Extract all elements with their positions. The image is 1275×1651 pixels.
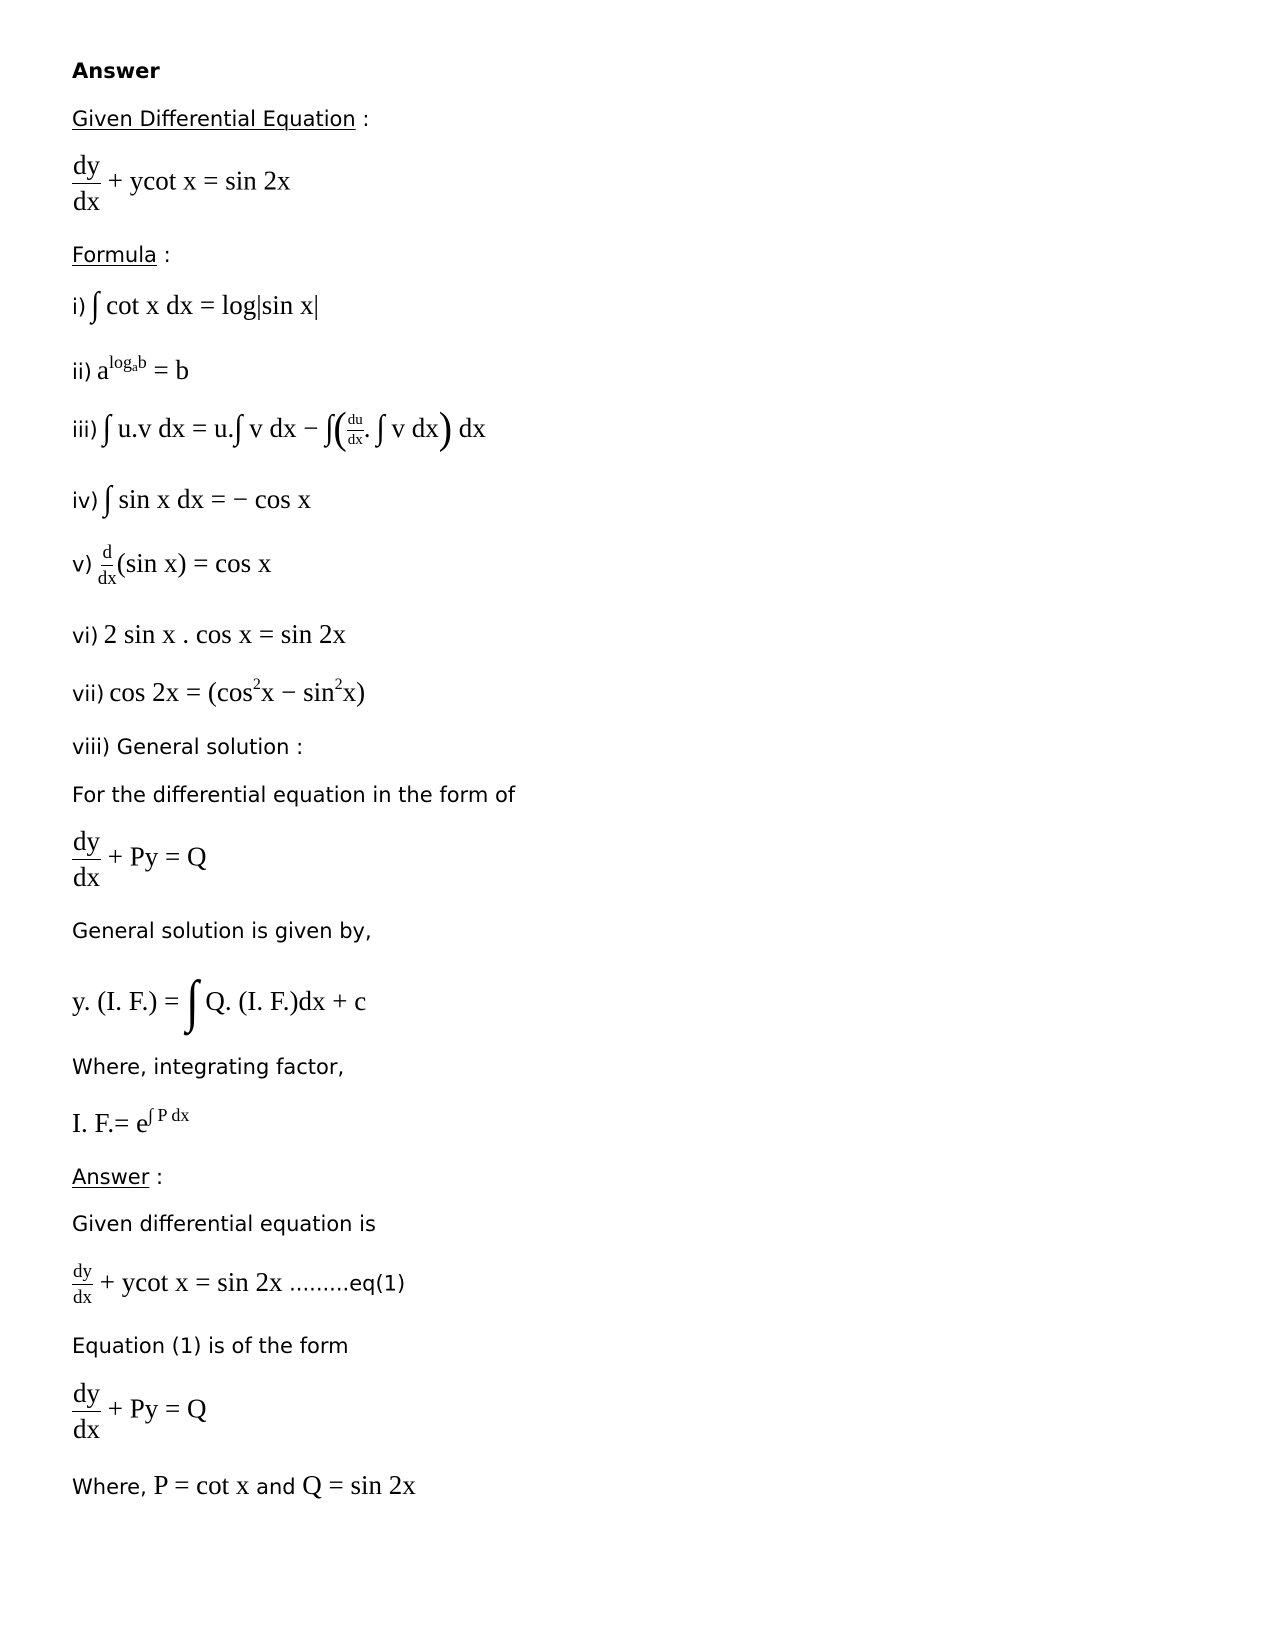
integral-sign: ∫ <box>102 408 112 447</box>
formula-line <box>72 245 171 266</box>
general-solution-intro: General solution is given by, <box>72 919 372 943</box>
right-paren: ) <box>438 402 453 453</box>
if-exponent: ∫ P dx <box>148 1105 190 1125</box>
integral-sign: ∫ <box>91 285 100 324</box>
dy-dx-fraction <box>72 1380 101 1443</box>
formula-vii-p1: cos 2x = (cos <box>109 677 253 707</box>
square-exponent: 2 <box>334 676 343 693</box>
form-of-text: Equation (1) is of the form <box>72 1334 349 1358</box>
if-lhs: I. F.= <box>72 1108 130 1138</box>
formula-label: Formula <box>72 243 157 267</box>
given-de-label: Given Differential Equation <box>72 107 356 131</box>
fraction-numerator: dy <box>72 828 101 860</box>
formula-ii-base: a <box>96 355 109 385</box>
gs-lhs: y. (I. F.) = <box>72 986 180 1016</box>
integral-sign: ∫ <box>186 968 199 1033</box>
answer-label: Answer <box>72 1165 150 1189</box>
equation-rest: + ycot x = sin 2x <box>107 165 291 196</box>
formula-vii-label: vii) <box>72 682 105 706</box>
equation-rest: + ycot x = sin 2x <box>99 1266 283 1297</box>
integrating-factor-equation <box>72 1106 189 1137</box>
formula-iv <box>72 479 311 518</box>
fraction-denominator: dx <box>347 432 363 449</box>
answer-line <box>72 1167 163 1188</box>
fraction-denominator: dx <box>73 1414 100 1444</box>
left-paren: ( <box>333 402 347 453</box>
formula-vii-p2: x − sin <box>260 677 335 707</box>
dy-dx-fraction <box>72 152 101 215</box>
formula-ii-label: ii) <box>72 360 92 384</box>
formula-v-label: v) <box>72 552 93 577</box>
formula-ii <box>72 353 189 384</box>
equation-tag: .........eq(1) <box>282 1271 406 1296</box>
square-exponent: 2 <box>252 676 261 693</box>
q-definition: Q = sin 2x <box>302 1470 416 1500</box>
equation-rest: + Py = Q <box>107 1393 207 1424</box>
dot: . <box>363 413 371 443</box>
fraction-denominator: dx <box>73 1287 92 1308</box>
formula-iii-part3: v dx <box>391 413 439 443</box>
fraction-numerator: dy <box>72 1380 101 1412</box>
where-text: Where, <box>72 1475 154 1499</box>
fraction-numerator: dy <box>72 1262 93 1285</box>
and-text: and <box>249 1475 303 1499</box>
formula-iii-part2: v dx − <box>249 413 319 443</box>
formula-i-expr: cot x dx = log|sin x| <box>106 290 319 320</box>
formula-iv-expr: sin x dx = − cos x <box>118 484 311 514</box>
du-dx-fraction <box>347 413 364 448</box>
where-p-q-line <box>72 1472 416 1499</box>
formula-ii-rest: = b <box>153 355 189 385</box>
exp-log: log <box>108 352 132 372</box>
given-is-text: Given differential equation is <box>72 1212 376 1236</box>
fraction-denominator: dx <box>97 568 117 589</box>
fraction-numerator: du <box>347 413 364 431</box>
fraction-denominator: dx <box>73 862 100 892</box>
formula-v <box>72 543 271 588</box>
formula-vii-p3: x) <box>342 677 366 707</box>
formula-iii-label: iii) <box>72 418 98 442</box>
integrating-factor-intro: Where, integrating factor, <box>72 1055 345 1079</box>
general-solution-equation <box>72 968 367 1033</box>
formula-iii <box>72 402 486 453</box>
formula-i <box>72 285 319 324</box>
integral-sign: ∫ <box>103 479 112 518</box>
standard-equation <box>72 828 206 891</box>
formula-vi-label: vi) <box>72 624 99 648</box>
fraction-numerator: d <box>101 543 113 566</box>
formula-colon: : <box>156 243 171 267</box>
formula-iii-part4: dx <box>458 413 486 443</box>
d-dx-fraction <box>98 543 117 588</box>
dy-dx-fraction <box>72 828 101 891</box>
answer-heading: Answer <box>72 59 160 83</box>
exp-b: b <box>137 352 147 372</box>
if-base: e <box>136 1108 149 1138</box>
answer-colon: : <box>149 1165 164 1189</box>
given-de-colon: : <box>355 107 370 131</box>
formula-iv-label: iv) <box>72 489 99 513</box>
formula-v-expr: (sin x) = cos x <box>116 547 272 578</box>
formula-vi <box>72 621 346 648</box>
formula-iii-part1: u.v dx = u. <box>117 413 235 443</box>
given-de-line <box>72 109 369 130</box>
integral-sign: ∫ <box>325 408 334 447</box>
equation-1 <box>72 1262 405 1307</box>
formula-vii <box>72 677 365 706</box>
integral-sign: ∫ <box>234 408 243 447</box>
gs-rhs: Q. (I. F.)dx + c <box>205 986 367 1016</box>
dy-dx-fraction <box>72 1262 93 1307</box>
exp-sub: a <box>131 359 138 374</box>
integral-sign: ∫ <box>376 408 385 447</box>
fraction-denominator: dx <box>73 186 100 216</box>
standard-equation-2 <box>72 1380 206 1443</box>
equation-rest: + Py = Q <box>107 841 207 872</box>
formula-viii: viii) General solution : <box>72 735 304 759</box>
formula-ii-exponent <box>109 352 147 372</box>
form-intro-text: For the differential equation in the form of <box>72 783 516 807</box>
formula-vi-expr: 2 sin x . cos x = sin 2x <box>103 619 347 649</box>
formula-i-label: i) <box>72 295 87 319</box>
fraction-numerator: dy <box>72 152 101 184</box>
given-equation <box>72 152 290 215</box>
p-definition: P = cot x <box>153 1470 250 1500</box>
